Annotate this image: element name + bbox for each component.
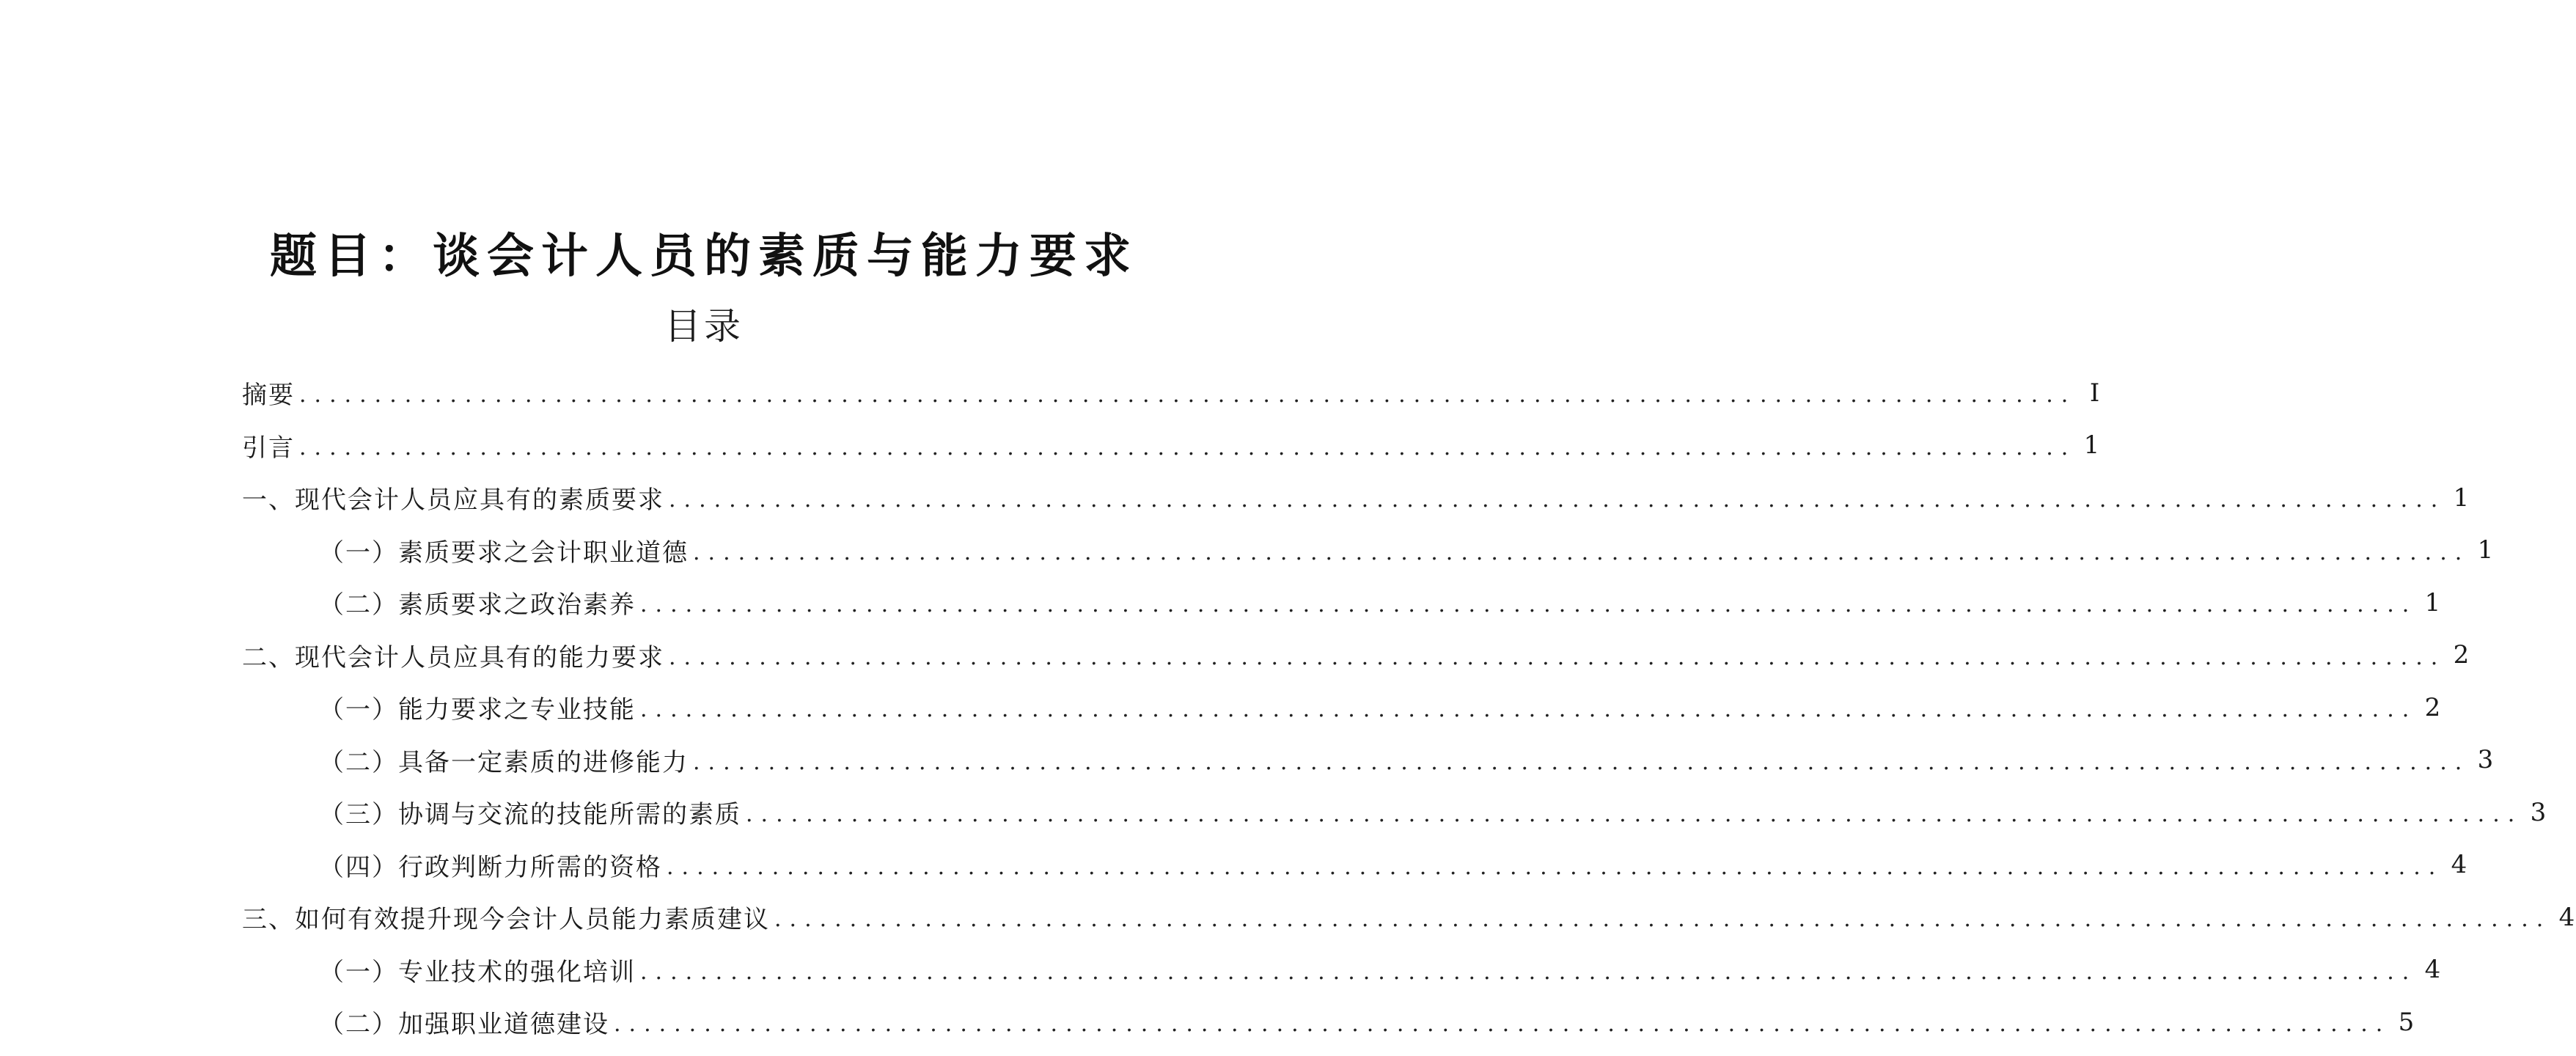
- toc-leader-dots: ......................................................................................................................: [669, 644, 2446, 670]
- toc-entry-page: 1: [2477, 535, 2495, 565]
- toc-entry-page: 5: [2398, 1007, 2416, 1037]
- toc-entry[interactable]: [242, 891, 2576, 944]
- toc-entry[interactable]: [242, 734, 2495, 787]
- toc-leader-dots: ......................................................................................................................: [693, 539, 2470, 565]
- toc-entry-page: 4: [2424, 955, 2443, 985]
- toc-entry-page: 3: [2477, 745, 2495, 775]
- toc-leader-dots: ......................................................................................................................: [299, 382, 2077, 408]
- toc-entry-page: I: [2089, 378, 2102, 408]
- toc-leader-dots: ......................................................................................................................: [746, 802, 2523, 828]
- toc-entry-page: 4: [2558, 902, 2576, 932]
- toc-entry[interactable]: [242, 786, 2548, 839]
- toc-entry-label: （一）素质要求之会计职业道德: [319, 532, 693, 568]
- toc-entry[interactable]: [242, 419, 2102, 472]
- toc-entry[interactable]: [242, 944, 2443, 997]
- toc-entry-label: （四）行政判断力所需的资格: [319, 847, 667, 883]
- toc-entry-page: 3: [2530, 797, 2548, 827]
- toc-entry-page: 4: [2451, 850, 2469, 880]
- toc-entry[interactable]: [242, 576, 2443, 629]
- toc-leader-dots: ......................................................................................................................: [693, 749, 2470, 775]
- toc-leader-dots: ......................................................................................................................: [299, 434, 2077, 461]
- toc-entry[interactable]: [242, 524, 2495, 577]
- toc-entry-label: 引言: [242, 428, 299, 463]
- toc-entry[interactable]: [242, 681, 2443, 734]
- toc-leader-dots: ......................................................................................................................: [774, 906, 2552, 933]
- toc-entry-page: 2: [2424, 692, 2443, 722]
- toc-entry-label: 摘要: [242, 375, 299, 411]
- toc-entry-label: （二）加强职业道德建设: [319, 1004, 614, 1040]
- toc-entry[interactable]: [242, 996, 2416, 1049]
- toc-entry-page: 1: [2453, 483, 2471, 513]
- toc-entry-label: 三、如何有效提升现今会计人员能力素质建议: [242, 899, 774, 935]
- toc-entry-label: （一）专业技术的强化培训: [319, 952, 640, 988]
- toc-entry-label: （二）素质要求之政治素养: [319, 584, 640, 620]
- toc-entry[interactable]: [242, 472, 2471, 524]
- toc-entry-label: 二、现代会计人员应具有的能力要求: [242, 637, 669, 673]
- toc-entry-label: （一）能力要求之专业技能: [319, 689, 640, 725]
- toc-entry-page: 1: [2424, 587, 2443, 617]
- toc-entry[interactable]: [242, 839, 2469, 892]
- toc-entry-page: 1: [2083, 430, 2102, 461]
- document-title: 题目：谈会计人员的素质与能力要求: [270, 229, 1138, 284]
- toc-entry-page: 2: [2453, 640, 2471, 670]
- toc-leader-dots: ......................................................................................................................: [667, 854, 2444, 880]
- toc-heading: 目录: [664, 305, 744, 348]
- toc-entry-label: （三）协调与交流的技能所需的素质: [319, 794, 746, 830]
- toc-leader-dots: ......................................................................................................................: [614, 1011, 2391, 1038]
- toc-entry[interactable]: [242, 367, 2102, 419]
- toc-leader-dots: ......................................................................................................................: [640, 592, 2418, 618]
- toc-leader-dots: ......................................................................................................................: [669, 487, 2446, 513]
- toc-entry[interactable]: [242, 629, 2471, 682]
- toc-entry-label: 一、现代会计人员应具有的素质要求: [242, 480, 669, 516]
- table-of-contents: [242, 367, 2576, 1049]
- toc-entry-label: （二）具备一定素质的进修能力: [319, 742, 693, 778]
- toc-leader-dots: ......................................................................................................................: [640, 697, 2418, 723]
- toc-leader-dots: ......................................................................................................................: [640, 958, 2418, 985]
